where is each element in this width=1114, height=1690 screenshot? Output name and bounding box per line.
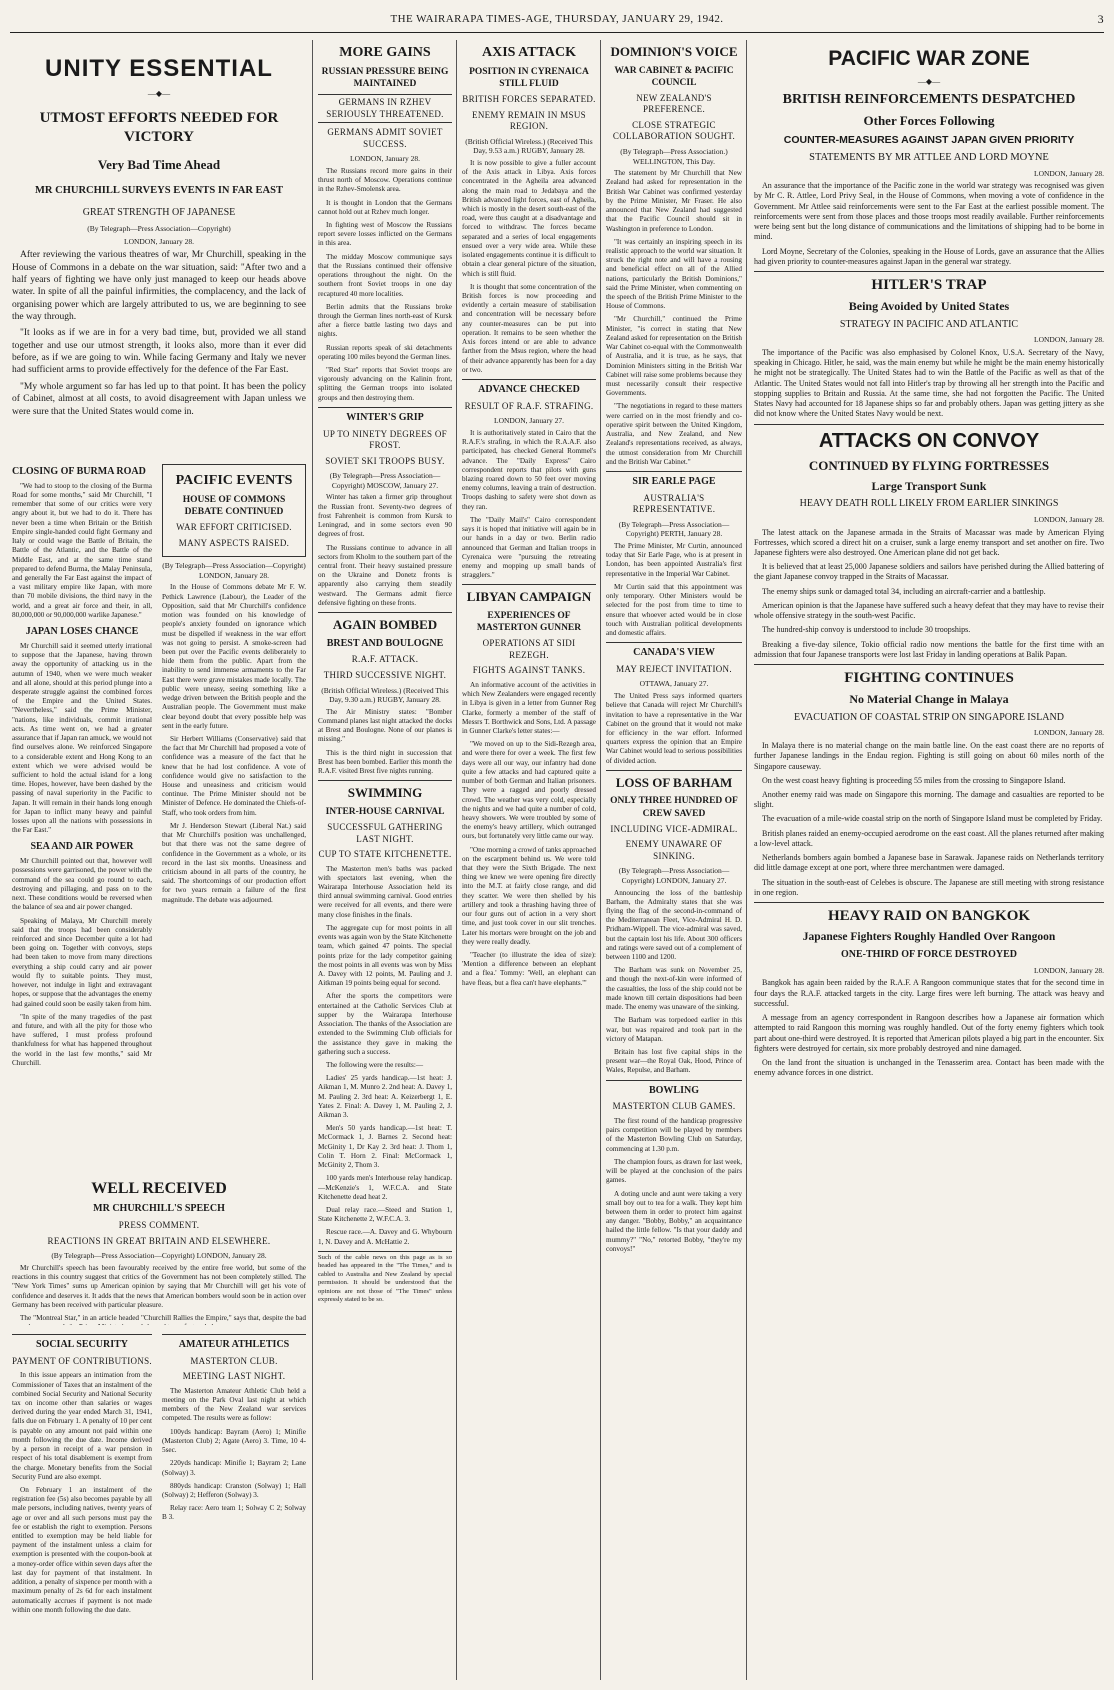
paragraph: 100yds handicap: Bayram (Aero) 1; Minifie (Masterton Club) 2; Agate (Aero) 3. Time, 10 4-5sec. [162,1427,306,1455]
paragraph: The evacuation of a mile-wide coastal strip on the north of Singapore Island must be completed by Friday. [762,814,1103,824]
well-received-article [12,1175,306,1325]
paragraph: Breaking a five-day silence, Tokio official radio now mentions the battle for the first time with an admission that four Japanese transports were lost last Friday in landing operations at Balik Papan. [754,639,1104,659]
byline: (By Telegraph—Press Association—Copyright) MOSCOW, January 27. [329,471,441,490]
subheadline: No Material Change in Malaya [849,692,1009,707]
paragraph: An assurance that the importance of the Pacific zone in the world war strategy was recognised was given by Mr C. R. Attlee, Lord Privy Seal, in the House of Commons, when moving a vote of confidence in the Government. Mr Attlee said reinforcements were sent to the Far East at the earliest possible moment. The reinforcements were sent from those places and those troops most readily available. Further reinforcements were being sent but the long distance of communications and the limitations of shipping had to be borne in mind. [754,181,1104,242]
headline: LOSS OF BARHAM [615,774,733,790]
right-column [754,40,1104,1680]
paragraph: Britain has lost five capital ships in the present war—the Royal Oak, Hood, Prince of Wales, Repulse, and Barham. [606,1048,742,1075]
headline: BOWLING [648,1084,699,1096]
subheadline: GREAT STRENGTH OF JAPANESE [82,207,236,219]
subheadline: COUNTER-MEASURES AGAINST JAPAN GIVEN PRIORITY [783,133,1075,146]
subheadline: BRITISH REINFORCEMENTS DESPATCHED [782,92,1076,108]
paragraph: Dual relay race.—Steed and Station 1, State Kitchenette 2, W.F.C.A. 3. [318,1206,452,1224]
subheadline: STATEMENTS BY MR ATTLEE AND LORD MOYNE [809,152,1049,164]
paragraph: "Mr Churchill," continued the Prime Minister, "is correct in stating that New Zealand asked for representation on the British War Cabinet co-equal with the Commonwealth of Australia, and it is true, as he says, that Dominion Ministers sitting in the British War Cabinet will raise some problems because they must necessarily consult their respective Governments. [606,315,742,398]
subheadline: THIRD SUCCESSIVE NIGHT. [323,670,447,680]
headline: CANADA'S VIEW [633,647,715,659]
headline: UNITY ESSENTIAL [45,55,273,82]
paragraph: The aggregate cup for most points in all events was again won by the State Kitchenette team, which gained 47 points. The special points prize for the lady competitor gaining the most points in all events was won by Miss A. Davey with 12 points, M. Pauling and J. Aitkman 19 points being equal for second. [318,923,452,988]
column-4 [462,40,596,1680]
byline: (By Telegraph—Press Association.) WELLINGTON, This Day. [620,147,728,166]
subheadline: EXPERIENCES OF MASTERTON GUNNER [476,611,582,634]
paragraph: A doting uncle and aunt were taking a very small boy out to tea for a walk. They kept him between them in order to protect him against any danger. "Bobby, Bobby," an acquaintance hailed the little fellow. "Is that your daddy and mummy?" "No," retorted Bobby, "they're my convoys!" [606,1189,742,1253]
paragraph: The Russians record more gains in their thrust north of Moscow. Operations continue in the Rzhev-Smolensk area. [318,166,452,194]
headline: FIGHTING CONTINUES [844,670,1014,687]
paragraph: Lord Moyne, Secretary of the Colonies, speaking in the House of Lords, gave an assurance that the Allies had given priority to counter-measures against Japan in the general war strategy. [754,246,1104,266]
paragraph: Russian reports speak of ski detachments operating 100 miles beyond the German lines. [318,343,452,361]
subheadline: BREST AND BOULOGNE [326,637,444,649]
subheadline: MR CHURCHILL SURVEYS EVENTS IN FAR EAST [35,184,283,196]
paragraph: The champion fours, as drawn for last week, will be played at the conclusion of the pairs games. [606,1157,742,1185]
headline: PACIFIC EVENTS [175,473,293,488]
subheadline: R.A.F. ATTACK. [351,654,419,665]
paragraph: Ladies' 25 yards handicap.—1st heat: J. Aikman 1, M. Munro 2. 2nd heat: A. Davey 1, M. Pauling 2. 3rd heat: A. Keizerbergt 1, E. Yates 2. Final: A. Davey 1, M. Pauling 2, J. Aikman 3. [318,1074,452,1120]
subheadline: ONLY THREE HUNDRED OF CREW SAVED [610,796,738,819]
dateline: LONDON, January 28. [124,236,194,246]
paragraph: Men's 50 yards handicap.—1st heat: T. McCormack 1, J. Barnes 2. Second heat: McGinity 1, Dr Kay 2. 3rd heat: J. Thom 1, Colin T. Horn 2. Final: McCormack 1, McGinity 2, Thom 3. [318,1124,452,1170]
paragraph: The Masterton men's baths was packed with spectators last evening, when the Wairarapa Interhouse Association held its third annual swimming carnival. Good entries were received for all events, and there were many close finishes in the finals. [318,864,452,919]
paragraph: American opinion is that the Japanese have suffered such a heavy defeat that they may have to revise their whole offensive strategy in the south-west Pacific. [754,600,1104,621]
section-head: CLOSING OF BURMA ROAD [12,466,146,477]
paragraph: "We moved on up to the Sidi-Rezegh area, and were there for over a week. The first few days were all our way, our infantry had done quite a few attacks and had captured quite a number of both German and Italian prisoners. They were a ragged and poorly dressed crowd. The weather was very cold, especially the nights and we had quite a number of cold, heavy showers. We were troubled by some of the enemy's heavy artillery, which outranged ours, but fortunately very little came our way. [462,740,596,841]
paragraph: This is the third night in succession that Brest has been bombed. Earlier this month the R.A.F. visited Brest five nights running. [318,748,452,776]
subheadline: WAR EFFORT CRITICISED. [176,522,292,533]
headline: ADVANCE CHECKED [478,383,580,395]
paragraph: Mr Churchill's speech has been favourably received by the entire free world, but some of the reactions in this country suggest that critics of the Government has not been completely stilled. The "New York Times" sums up American opinion by saying that Mr Churchill will get his vote of confidence and deserves it. It adds that the news that American bombers would soon be in action over Germany has been received with particular pleasure. [12,1263,306,1309]
column-rule [456,40,457,1680]
divider: —◆— [917,76,941,86]
paragraph: The hundred-ship convoy is understood to include 30 troopships. [762,625,971,635]
paragraph: It is authoritatively stated in Cairo that the R.A.F.'s strafing, in which the R.A.A.F. also participated, has checked General Rommel's advance. The "Daily Express" Cairo correspondent reports that pilots with guns blazing roared down to 50 feet over moving enemy columns, leaving a train of destruction. Troops dashing to safety were shot down as they ran. [462,428,596,511]
paragraph: The latest attack on the Japanese armada in the Straits of Macassar was made by American Flying Fortresses, which scored a direct hit on a cruiser, sunk a large enemy transport and set another on fire. Two Japanese fighters were also destroyed. One American plane did not get back. [754,527,1104,557]
paragraph: "Teacher (to illustrate the idea of size): 'Mention a difference between an elephant and a flea.' Tommy: 'Well, an elephant can have fleas, but a flea can't have elephants.'" [462,951,596,987]
column-rule [312,40,313,1680]
paragraph: A message from an agency correspondent in Rangoon describes how a Japanese air formation which attempted to raid Rangoon this morning was roughly handled. Out of the forty enemy fighters which took part about one-third were destroyed. It is reported that American pilots played a big part in the encounter. Six fighters were destroyed for certain, six more probably destroyed and nine damaged. [754,1013,1104,1053]
dateline: LONDON, January 28. [1034,514,1104,524]
dateline: OTTAWA, January 27. [639,679,709,689]
column-rule [746,40,747,1680]
column-3 [318,40,452,1680]
dateline: LONDON, January 27. [494,416,564,426]
pacific-events-article [162,460,306,1020]
dateline: LONDON, January 28. [1034,335,1104,345]
paragraph: On February 1 an instalment of the registration fee (5s) also becomes payable by all male persons, including natives, twenty years of age or over and all such persons must pay the fee or establish the right to exemption. Persons entitled to exemption may be held liable for payment of the instalment unless a claim for exemption is presented with the coupon-book at a money-order office within seven days after the last day for payment of that instalment. In addition, a penalty of sixpence per month with a maximum penalty of 2s 6d for each instalment automatically accrues if payment is not made within one month following the due date. [12,1485,152,1614]
paragraph: Mr Curtin said that this appointment was only temporary. Other Ministers would be selected for the post from time to time to ensure that whoever acted would be in close touch with Australian political developments and domestic affairs. [606,582,742,637]
paragraph: The United Press says informed quarters believe that Canada will reject Mr Churchill's invitation to have a representative in the War Cabinet on the ground that it would not make for efficiency in the war effort. Informed quarters express the opinion that an Empire War Cabinet would lead to serious possibilities of divided action. [606,692,742,765]
paragraph: The Air Ministry states: "Bomber Command planes last night attacked the docks at Brest and Boulogne. None of our planes is missing." [318,707,452,744]
subheadline: Japanese Fighters Roughly Handled Over Rangoon [802,931,1056,944]
dateline: LONDON, January 28. [1034,965,1104,975]
paragraph: 880yds handicap: Cranston (Solway) 1; Hall (Solway) 2; Hefferon (Solway) 3. [162,1481,306,1500]
subheadline: HOUSE OF COMMONS DEBATE CONTINUED [182,494,286,518]
paragraph: Mr J. Henderson Stewart (Liberal Nat.) said that Mr Churchill's position was unchallenged, but that there was not the same degree of confidence in the Government as a whole, or its record in the last six months. Uneasiness and criticism abound in all parts of the country, he said. The shortcomings of our production effort for two years remain a failure of the first magnitude. The debate was adjourned. [162,821,306,904]
headline: AGAIN BOMBED [332,617,438,633]
paragraph: "My whole argument so far has led up to that point. It has been the policy of Cabinet, almost at all costs, to avoid disagreement with Japan unless we were sure that the United States would come in. [12,381,306,417]
headline: HITLER'S TRAP [871,276,987,293]
subheadline: SUCCESSFUL GATHERING LAST NIGHT. [327,822,443,844]
subheadline: CONTINUED BY FLYING FORTRESSES [808,458,1050,474]
subheadline: MEETING LAST NIGHT. [182,1371,286,1382]
athletics-article [162,1330,306,1680]
subheadline: AUSTRALIA'S REPRESENTATIVE. [632,492,716,515]
headline: HEAVY RAID ON BANGKOK [827,908,1031,925]
section-head: SEA AND AIR POWER [30,841,134,853]
paragraph: In Malaya there is no material change on the main battle line. On the east coast there are no reports of further Japanese landings in the Endau region. Fighting is still going on about 60 miles north of the Singapore causeway. [754,741,1104,771]
subheadline: WAR CABINET & PACIFIC COUNCIL [614,65,734,88]
byline: (By Telegraph—Press Association—Copyright) PERTH, January 28. [618,519,730,539]
paragraph: Speaking of Malaya, Mr Churchill merely said that the troops had been considerably reinforced and since December quite a lot had been going on. Together with convoys, steps had been taken to move from many directions everything a ship could carry and air power would fly to suitable points. They must, however, not indulge in light and extravagant hopes, or suppose that the advantages the enemy had gained could soon be easily taken from him. [12,916,152,1008]
headline: AXIS ATTACK [481,45,576,60]
paragraph: After reviewing the various theatres of war, Mr Churchill, speaking in the House of Commons in a debate on the war situation, said: "After two and a half years of fighting we have only just managed to keep our heads above water. In spite of all the painful infirmities, the complacency, and the lack of organising power which are largely attributed to us, we are beginning to see the way through. [12,250,306,323]
subheadline: RUSSIAN PRESSURE BEING MAINTAINED [321,66,449,90]
subheadline: PRESS COMMENT. [118,1220,200,1231]
dateline: LONDON, January 28. [350,154,420,164]
paragraph: Netherlands bombers again bombed a Japanese base in Sarawak. Japanese raids on Netherlands territory did little damage except at one port, where three merchantmen were damaged. [754,853,1104,873]
dateline: LONDON, January 28. [1034,728,1104,738]
paragraph: Relay race: Aero team 1; Solway C 2; Solway B 3. [162,1504,306,1522]
headline: SIR EARLE PAGE [632,475,716,487]
paragraph: "Red Star" reports that Soviet troops are vigorously advancing on the Kalinin front, splitting the German troops into isolated groups and then destroying them. [318,366,452,402]
paragraph: Rescue race.—A. Davey and G. Whybourn 1, N. Davey and A. McHattie 2. [318,1228,452,1246]
headline: PACIFIC WAR ZONE [828,47,1030,70]
paragraph: Berlin admits that the Russians broke through the German lines north-east of Kursk after a fierce battle lasting two days and nights. [318,302,452,339]
subheadline: POSITION IN CYRENAICA STILL FLUID [469,66,589,90]
paragraph: Winter has taken a firmer grip throughout the Russian front. Seventy-two degrees of frost Fahrenheit is common from Kursk to Leningrad, and in some sectors even 90 degrees of frost. [318,493,452,539]
paragraph: In fighting west of Moscow the Russians report severe losses inflicted on the Germans in this area. [318,220,452,248]
byline: (By Telegraph—Press Association—Copyright) [87,224,231,234]
burma-road-article [12,460,152,1180]
subheadline: RESULT OF R.A.F. STRAFING. [464,400,594,411]
paragraph: "The negotiations in regard to these matters were carried on in the most friendly and co-operative spirit between the United Kingdom, Australia, and New Zealand, and New Zealand's representations received, as always, the utmost consideration from Mr Churchill and the British War Cabinet." [606,402,742,466]
social-security-article [12,1330,152,1680]
paragraph: "It was certainly an inspiring speech in its realistic approach to the world war situation. It struck the right note and will have a rousing and beneficial effect on all of the Allied nations, particularly the British Dominions," said the Prime Minister, when commenting on the speech of the British Prime Minister to the House of Commons. [606,237,742,311]
paragraph: On the west coast heavy fighting is proceeding 55 miles from the crossing to Singapore Island. [762,775,1066,785]
dateline: LONDON, January 28. [1034,168,1104,178]
subheadline: FIGHTS AGAINST TANKS. [472,665,586,676]
paragraph: The Masterton Amateur Athletic Club held a meeting on the Park Oval last night at which members of the New Zealand war services competed. The results were as follow: [162,1386,306,1423]
paragraph: The situation in the south-east of Celebes is obscure. The Japanese are still meeting with strong resistance in one region. [754,877,1104,897]
subheadline: STRATEGY IN PACIFIC AND ATLANTIC [839,318,1019,330]
paragraph: The statement by Mr Churchill that New Zealand had asked for representation in the British War Cabinet was confirmed yesterday by the Prime Minister, Mr Fraser. He also announced that New Zealand had suggested that the Pacific Council should sit in Washington in preference to London. [606,169,742,233]
subheadline: Being Avoided by United States [848,299,1010,314]
headline: LIBYAN CAMPAIGN [466,589,592,605]
page-number: 3 [1097,12,1104,26]
paragraph: "We had to stoop to the closing of the Burma Road for some months," said Mr Churchill, "I remember that some of our critics were very angry about it, but we had to do it. There has never been a time when Britain or the British Empire single-handed could fight Germany and Italy or could wage the Battle of Britain, the Battle of the Atlantic, and the Battle of the Middle East, and at the same time stand prepared to defend Burma, the Malay Peninsula, and generally the Far East against the impact of a vast military empire like Japan, with more than 70 mobile divisions, the third navy in the world, and a great air force and their, in all, 80,000,000 or 90,000,000 warlike Japanese." [12,481,152,619]
cable-note: Such of the cable news on this page as is so headed has appeared in the "The Times," and is cabled to Australia and New Zealand by special permission. It should be understood that the opinions are not those of "The Times" unless expressly stated to be so. [318,1251,452,1305]
paragraph: "It looks as if we are in for a very bad time, but, provided we all stand together and use our utmost strength, it looks also, more than it ever did before, as if we are going to win. While facing Germany and Italy we never had sufficient arms to provide effectively for the defence of the Far East. [12,328,306,376]
paragraph: Another enemy raid was made on Singapore this morning. The damage and casualties are reported to be slight. [754,789,1104,810]
divider: —◆— [147,88,171,98]
paragraph: The enemy ships sunk or damaged total 34, including an aircraft-carrier and a battleship. [762,586,1046,596]
headline: MORE GAINS [339,45,431,60]
paragraph: "In spite of the many tragedies of the past and future, and with all the pity for those who have suffered, I must profess profound thankfulness for what has happened throughout the world in the last few months," said Mr Churchill. [12,1012,152,1067]
subheadline: NEW ZEALAND'S PREFERENCE. [636,92,712,115]
paragraph: "One morning a crowd of tanks approached on the escarpment behind us. We were told that they were the Sixth Brigade. The next thing we knew we were opening fire directly into the M.T. at fairly close range, and did they scatter. We were then shelled by his artillery and took a thrashing having three of our four guns out of action in a very short time, and just took cover in our slit trenches. Later his mortars were brought on the job and they were really deadly. [462,845,596,946]
paragraph: It is thought that some concentration of the British forces is now proceeding and evidently a certain measure of stabilisation and concentration will be necessary before any counter-measures can be put into operation. It remains to be seen whether the Axis forces intend or are able to advance farther from the Msus region, where the head of their advance apparently has been for a day or two. [462,282,596,374]
subheadline: REACTIONS IN GREAT BRITAIN AND ELSEWHERE. [47,1235,271,1246]
subheadline: GERMANS ADMIT SOVIET SUCCESS. [327,127,443,149]
subheadline: INTER-HOUSE CARNIVAL [325,806,445,817]
paragraph: On the land front the situation is unchanged in the Tenasserim area. Contact has been made with the enemy advance forces in one district. [754,1058,1104,1078]
subheadline: INCLUDING VICE-ADMIRAL. [610,823,738,834]
column-5 [606,40,742,1680]
byline: (By Telegraph—Press Association—Copyright) LONDON, January 28. [162,561,306,580]
subheadline: MAY REJECT INVITATION. [616,663,732,674]
paragraph: It is believed that at least 25,000 Japanese soldiers and sailors have perished during the Allied battering of the giant Japanese convoy trapped in the Straits of Macassar. [754,562,1104,582]
headline-box [162,464,306,557]
subheadline: BRITISH FORCES SEPARATED. [462,94,596,105]
paragraph: In this issue appears an intimation from the Commissioner of Taxes that an instalment of the combined Social Security and National Security tax on income other than salaries or wages derived during the year ended March 31, 1941, falls due on February 1. A penalty of 10 per cent is payable on any amount not paid within one month following the due date. Income derived by a person in receipt of a war pension in respect of his total disablement is exempt from the charge. Monetary benefits from the Social Security Fund are also exempt. [12,1371,152,1481]
byline: (British Official Wireless.) (Received This Day, 9.30 a.m.) RUGBY, January 28. [321,685,449,705]
paragraph: Mr Churchill said it seemed utterly irrational to suppose that the Japanese, having thrown away the opportunity of attacking us in the autumn of 1940, when we were much weaker and all alone, should at this period plunge into a desperate struggle against the combined forces of the Empire and the United States. "Nevertheless," said the Prime Minister, "nations, like individuals, commit irrational acts. As time went on, we had a greater assurance that if Japan ran amuck, we would not find ourselves alone. We reinforced Singapore to a considerable extent and Hong Kong to an extent which we were advised would be sufficient to hold the actual island for a long time. Hopes, however, have been dashed by the passing of naval superiority in the Pacific to Japan. It will remain in their hands long enough for Japan to inflict many heavy and painful losses upon all the nations with possessions in the Far East." [12,641,152,835]
subheadline: CUP TO STATE KITCHENETTE. [318,849,452,860]
paragraph: Sir Herbert Williams (Conservative) said that the fact that Mr Churchill had proposed a vote of confidence was a measure of the fact that he knew that he had lost confidence. A vote of confidence would give no satisfaction to the House and uneasiness and criticism would continue. The Prime Minister should not be Minister of Defence. He dominated the Chiefs-of-Staff, who took orders from him. [162,734,306,817]
paragraph: British planes raided an enemy-occupied aerodrome on the east coast. All the planes returned after making a low-level attack. [754,828,1104,848]
paragraph: Mr Churchill pointed out that, however well possessions were garrisoned, the power with the command of the sea could go round to each, destroying and pillaging, and pass on to the next. These conditions would be reversed when the balance of sea and air power changed. [12,857,152,912]
paragraph: The first round of the handicap progressive pairs competition will be played by members of the Masterton Bowling Club on Saturday, commencing at 1.30 p.m. [606,1116,742,1153]
subheadline: EVACUATION OF COASTAL STRIP ON SINGAPORE ISLAND [794,711,1064,723]
subheadline: MASTERTON CLUB GAMES. [612,1101,736,1112]
subheadline: CLOSE STRATEGIC COLLABORATION SOUGHT. [612,119,736,142]
subheadline: Other Forces Following [863,113,995,129]
paragraph: 100 yards men's Interhouse relay handicap.—McKenzie's 1, W.F.C.A. and State Kitchenette dead heat 2. [318,1174,452,1201]
paragraph: It is now possible to give a fuller account of the Axis attack in Libya. Axis forces concentrated in the Agheila area advanced along the main road to Jedabaya and the British advanced light forces, east of Agheila, which is mostly in the desert south-east of the road, were thus caught at a disadvantage and forced to withdraw. The forces became separated and a series of local engagements ensued over a very wide area. While these isolated engagements continue it is difficult to obtain a clear general picture of the situation, which is still fluid. [462,158,596,278]
headline: ATTACKS ON CONVOY [818,429,1040,452]
paragraph: The "Daily Mail's" Cairo correspondent says it is hoped that initiative will again be in our hands in a day or two. Berlin radio announced that German and Italian troops in Cyrenaica were "pursuing the retreating enemy and mopping up small bands of stragglers." [462,515,596,580]
subheadline: UTMOST EFFORTS NEEDED FOR VICTORY [39,109,279,146]
paragraph: The Prime Minister, Mr Curtin, announced today that Sir Earle Page, who is at present in London, has been appointed Australia's first representative in the Imperial War Cabinet. [606,541,742,578]
headline: SOCIAL SECURITY [36,1339,128,1350]
subheadline: PAYMENT OF CONTRIBUTIONS. [12,1355,152,1366]
subheadline: SOVIET SKI TROOPS BUSY. [325,455,445,466]
paragraph: In the House of Commons debate Mr F. W. Pethick Lawrence (Labour), the Leader of the Opposition, said that Mr Churchill's confidence motion was founded on his knowledge of people's anxiety founded on ignorance which must be dispelled if weakness in the war effort was not going to persist. A smoke-screen had been put over the Pacific events deliberately to hide them from the public. Apart from the inability to send immense armaments to the Far East there were grave mistakes made locally. The public were uneasy, seeing something like a wedge driven between the British people and the Australian people. The Government must make clear beyond doubt that every possible help was sent in the early future. [162,583,306,730]
subheadline: MR CHURCHILL'S SPEECH [93,1203,225,1215]
subheadline: UP TO NINETY DEGREES OF FROST. [323,428,447,451]
subheadline: ONE-THIRD OF FORCE DESTROYED [840,949,1018,960]
headline: WINTER'S GRIP [346,411,424,423]
paragraph: The Russians continue to advance in all sectors from Kholm to the southern part of the central front. Their heavy sustained pressure on the Ukraine and Donetz fronts is apparently also carrying them steadily westward. The Germans admit fierce defensive fighting on these fronts. [318,543,452,607]
subheadline: MASTERTON CLUB. [190,1355,278,1366]
byline: (By Telegraph—Press Association—Copyright) LONDON, January 27. [618,866,730,885]
subheadline: Very Bad Time Ahead [97,157,221,173]
subheadline: HEAVY DEATH ROLL LIKELY FROM EARLIER SINKINGS [799,498,1059,510]
column-rule [600,40,601,1680]
subheadline: ENEMY UNAWARE OF SINKING. [625,839,723,861]
paragraph: The Barham was sunk on November 25, and though the next-of-kin were informed of the casualties, the loss of the ship could not be made known till certain dispositions had been made. The enemy was unaware of the sinking. [606,966,742,1012]
paragraph: The midday Moscow communique says that the Russians continued their offensive operations throughout the night. On the southern front Soviet troops in one day recaptured 40 more localities. [318,252,452,298]
paragraph: After the sports the competitors were entertained at the Catholic Services Club at supper by the Wairarapa Interhouse Association. The thanks of the Association are extended to the Swimming Club officials for the assistance they gave in making the gathering such a success. [318,992,452,1056]
paragraph: It is thought in London that the Germans cannot hold out at Rzhev much longer. [318,198,452,216]
paragraph: The following were the results:— [326,1060,424,1069]
paragraph: 220yds handicap: Minifie 1; Bayram 2; Lane (Solway) 3. [162,1459,306,1477]
subheadline: OPERATIONS AT SIDI REZEGH. [482,638,576,660]
paragraph: The "Montreal Star," in an article headed "Churchill Rallies the Empire," says that, despite the bad [20,1313,306,1322]
subheadline: Large Transport Sunk [871,478,987,493]
masthead [10,8,1104,33]
headline: DOMINION'S VOICE [610,44,738,59]
byline: (By Telegraph—Press Association—Copyright) LONDON, January 28. [51,1251,267,1261]
paragraph: The Barham was torpedoed earlier in this war, but was repaired and took part in the victory of Matapan. [606,1016,742,1043]
headline: AMATEUR ATHLETICS [178,1339,290,1350]
headline: WELL RECEIVED [91,1180,227,1197]
subheadline: ENEMY REMAIN IN MSUS REGION. [472,109,586,132]
subheadline: GERMANS IN RZHEV SERIOUSLY THREATENED. [318,94,452,123]
paragraph: Bangkok has again been raided by the R.A.F. A Rangoon communique states that for the second time in four days the R.A.F. attacked targets in the city. Large fires were left burning. The attack was heavy and successful. [754,978,1104,1008]
paragraph: The importance of the Pacific was also emphasised by Colonel Knox, U.S.A. Secretary of the Navy, speaking in Chicago. Hitler, he said, was the main enemy but while he might be the main enemy historically he might not be strategically. The United States had to win the Battle of the Pacific as well as that of the Atlantic. The United States would not fall into Hitler's trap by throwing all her strength into the Pacific and stopping supplies to Britain and Russia. At the same time, she had not forgotten the Pacific. The United States Navy had accounted for 18 Japanese ships so far and probably others. Japan was getting jittery as she did not know where the United States Navy would be next. [754,347,1104,419]
subheadline: MANY ASPECTS RAISED. [178,537,290,548]
masthead-title: THE WAIRARAPA TIMES-AGE, THURSDAY, JANUARY 29, 1942. [390,13,724,25]
section-head: JAPAN LOSES CHANCE [25,626,139,638]
paragraph: Announcing the loss of the battleship Barham, the Admiralty states that she was flying the flag of the second-in-command of the Mediterranean Fleet, Vice-Admiral H. D. Pridham-Wippell. The vice-admiral was saved, but the captain lost his life. About 300 officers and ratings were saved out of a complement of between 1100 and 1200. [606,888,742,962]
byline: (British Official Wireless.) (Received This Day, 9.53 a.m.) RUGBY, January 28. [465,136,593,156]
headline: SWIMMING [347,785,423,801]
paragraph: An informative account of the activities in which New Zealanders were engaged recently in Libya is given in a letter from Gunner Reg Clarke, formerly a member of the staff of Messrs T. Borthwick and Sons, Ltd. A passage in Gunner Clarke's letter states:— [462,680,596,735]
